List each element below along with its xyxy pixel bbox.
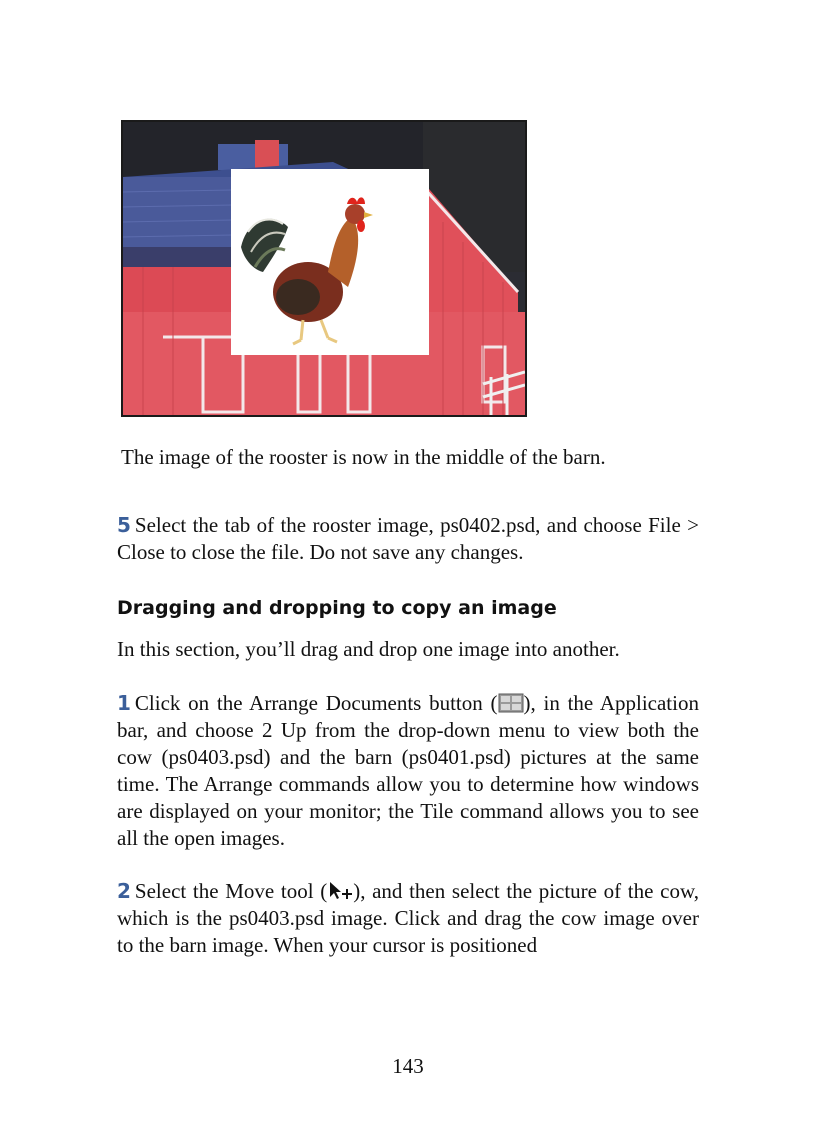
step-5-paragraph	[117, 512, 699, 566]
step-1-text-after: ), in the Application bar, and choose 2 Up from the drop-down menu to view both the cow (ps0403.psd) and the barn (ps0401.psd) pictures at the same time. The Arrange commands allow you to determine how windows are displayed on your monitor; the Tile command allows you to see all the open images.	[117, 691, 699, 850]
step-5-number: 5	[117, 513, 131, 537]
section-intro: In this section, you’ll drag and drop one image into another.	[117, 637, 620, 661]
step-1-paragraph	[117, 690, 699, 852]
step-1-text-before: Click on the Arrange Documents button (	[134, 691, 498, 715]
move-tool-icon	[327, 881, 353, 901]
figure-caption: The image of the rooster is now in the middle of the barn.	[121, 445, 606, 469]
rooster-on-barn-photo	[123, 122, 525, 415]
step-2-text-before: Select the Move tool (	[134, 879, 328, 903]
rooster-barn-figure	[121, 120, 527, 417]
step-2-number: 2	[117, 879, 131, 903]
step-2-paragraph	[117, 878, 699, 959]
step-2-text-after: ), and then select the picture of the cow, which is the ps0403.psd image. Click and drag the cow image over to the barn image. When your cursor is positioned	[117, 879, 699, 957]
page-number: 143	[392, 1054, 424, 1078]
step-5-text: Select the tab of the rooster image, ps0402.psd, and choose File > Close to close the file. Do not save any changes.	[117, 513, 699, 564]
step-1-number: 1	[117, 691, 131, 715]
section-heading: Dragging and dropping to copy an image	[117, 597, 557, 619]
arrange-documents-icon	[498, 693, 524, 713]
